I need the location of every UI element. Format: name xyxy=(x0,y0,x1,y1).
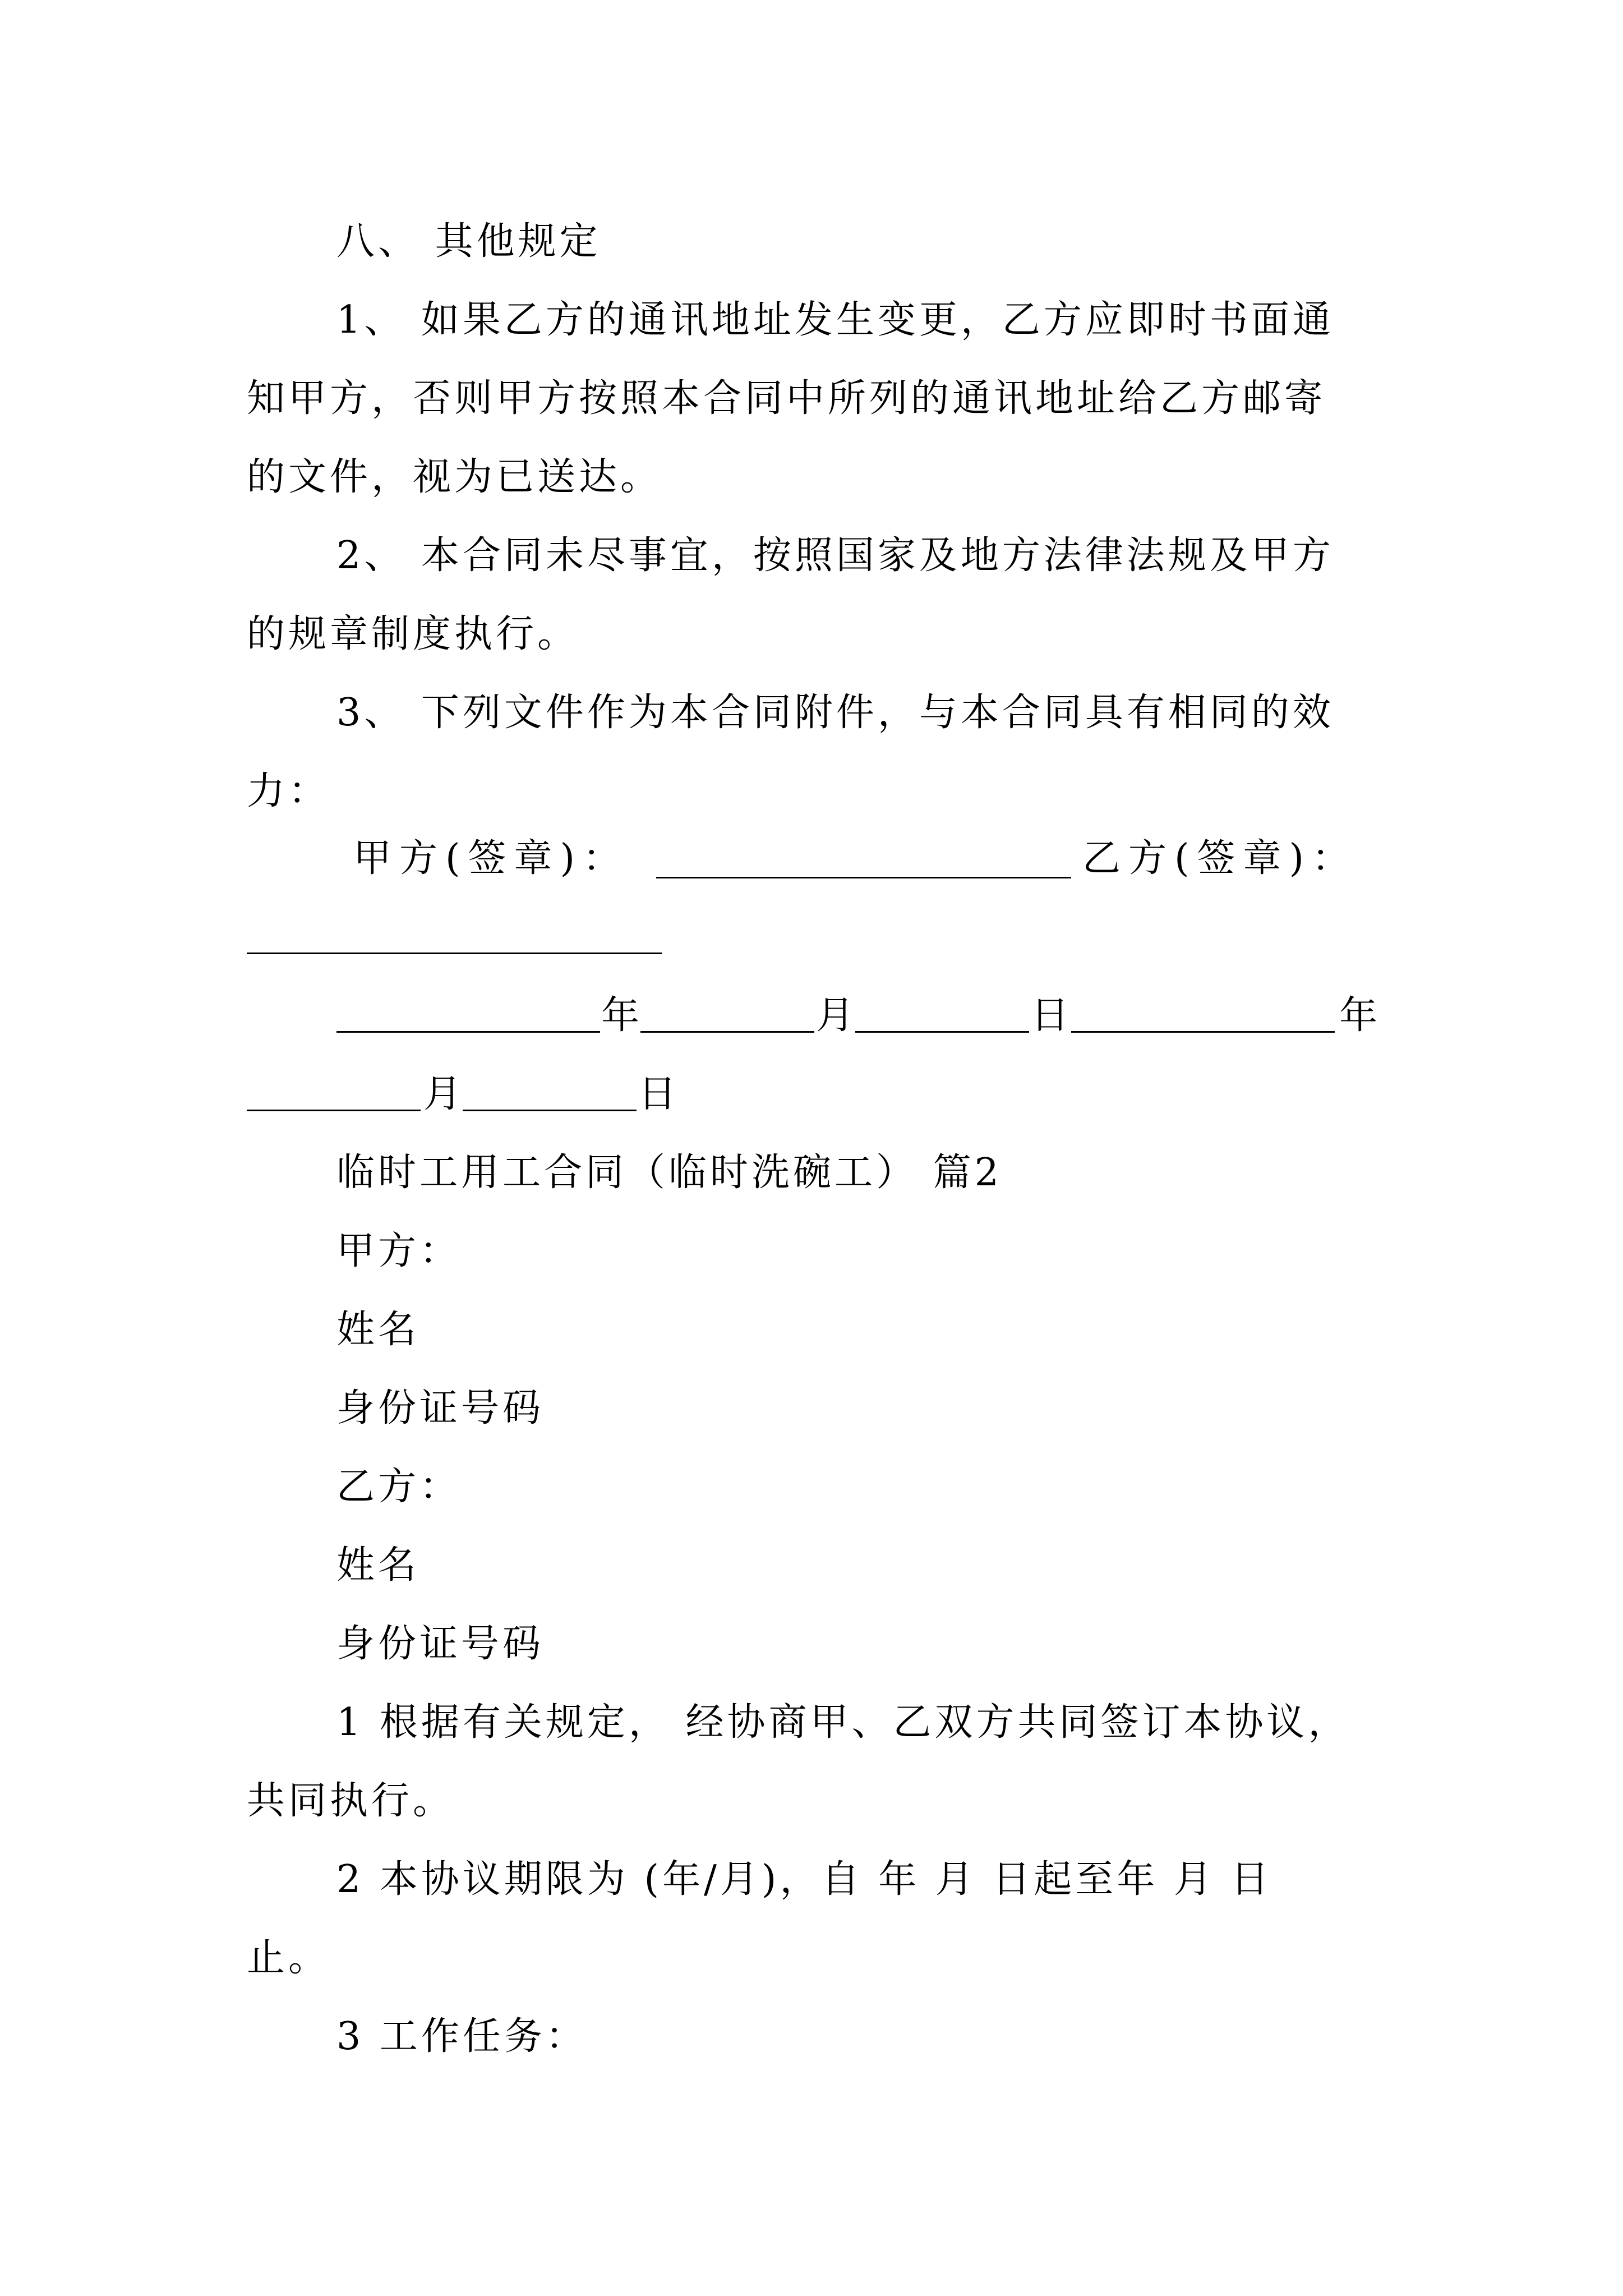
contract-title: 临时工用工合同（临时洗碗工） 篇2 xyxy=(336,1151,1002,1195)
party-a-signature-label: 甲方(签章)： xyxy=(353,836,629,881)
day-label-b: 日 xyxy=(638,1072,680,1116)
clause-3-line-2: 力： xyxy=(247,769,330,813)
clause-1-line-3: 的文件，视为已送达。 xyxy=(247,455,662,499)
year-blank-a xyxy=(336,1031,600,1033)
month-label-b: 月 xyxy=(423,1072,465,1116)
clause-2-line-1: 2、 本合同未尽事宜，按照国家及地方法律法规及甲方 xyxy=(336,533,1334,578)
section-heading: 八、 其他规定 xyxy=(336,219,601,264)
party-b-signature-label: 乙方(签章)： xyxy=(1082,836,1358,881)
day-blank-b xyxy=(463,1110,637,1111)
party-b-signature-line xyxy=(247,953,662,954)
month-label-a: 月 xyxy=(816,993,858,1038)
day-blank-a xyxy=(855,1031,1029,1033)
article-1-line-1: 1 根据有关规定， 经协商甲、乙双方共同签订本协议， xyxy=(336,1700,1350,1745)
clause-2-line-2: 的规章制度执行。 xyxy=(247,612,579,656)
month-blank-a xyxy=(640,1031,814,1033)
party-a-id-label: 身份证号码 xyxy=(336,1386,545,1430)
year-label-b: 年 xyxy=(1339,993,1381,1038)
day-label-a: 日 xyxy=(1031,993,1073,1038)
party-a-signature-line xyxy=(656,877,1071,878)
article-3: 3 工作任务： xyxy=(336,2014,587,2059)
party-b-name-label: 姓名 xyxy=(336,1543,420,1588)
year-label-a: 年 xyxy=(601,993,643,1038)
clause-3-line-1: 3、 下列文件作为本合同附件，与本合同具有相同的效 xyxy=(336,691,1334,735)
party-b-id-label: 身份证号码 xyxy=(336,1622,545,1666)
party-b-heading: 乙方： xyxy=(336,1465,462,1509)
clause-1-line-2: 知甲方，否则甲方按照本合同中所列的通讯地址给乙方邮寄 xyxy=(247,376,1326,421)
clause-1-line-1: 1、 如果乙方的通讯地址发生变更，乙方应即时书面通 xyxy=(336,298,1334,342)
party-a-heading: 甲方： xyxy=(336,1229,462,1273)
article-2-line-1: 2 本协议期限为 (年/月)，自 年 月 日起至年 月 日 xyxy=(336,1857,1272,1902)
month-blank-b xyxy=(247,1110,421,1111)
article-2-line-2: 止。 xyxy=(247,1936,330,1980)
year-blank-b xyxy=(1071,1031,1335,1033)
party-a-name-label: 姓名 xyxy=(336,1308,420,1352)
article-1-line-2: 共同执行。 xyxy=(247,1779,455,1823)
